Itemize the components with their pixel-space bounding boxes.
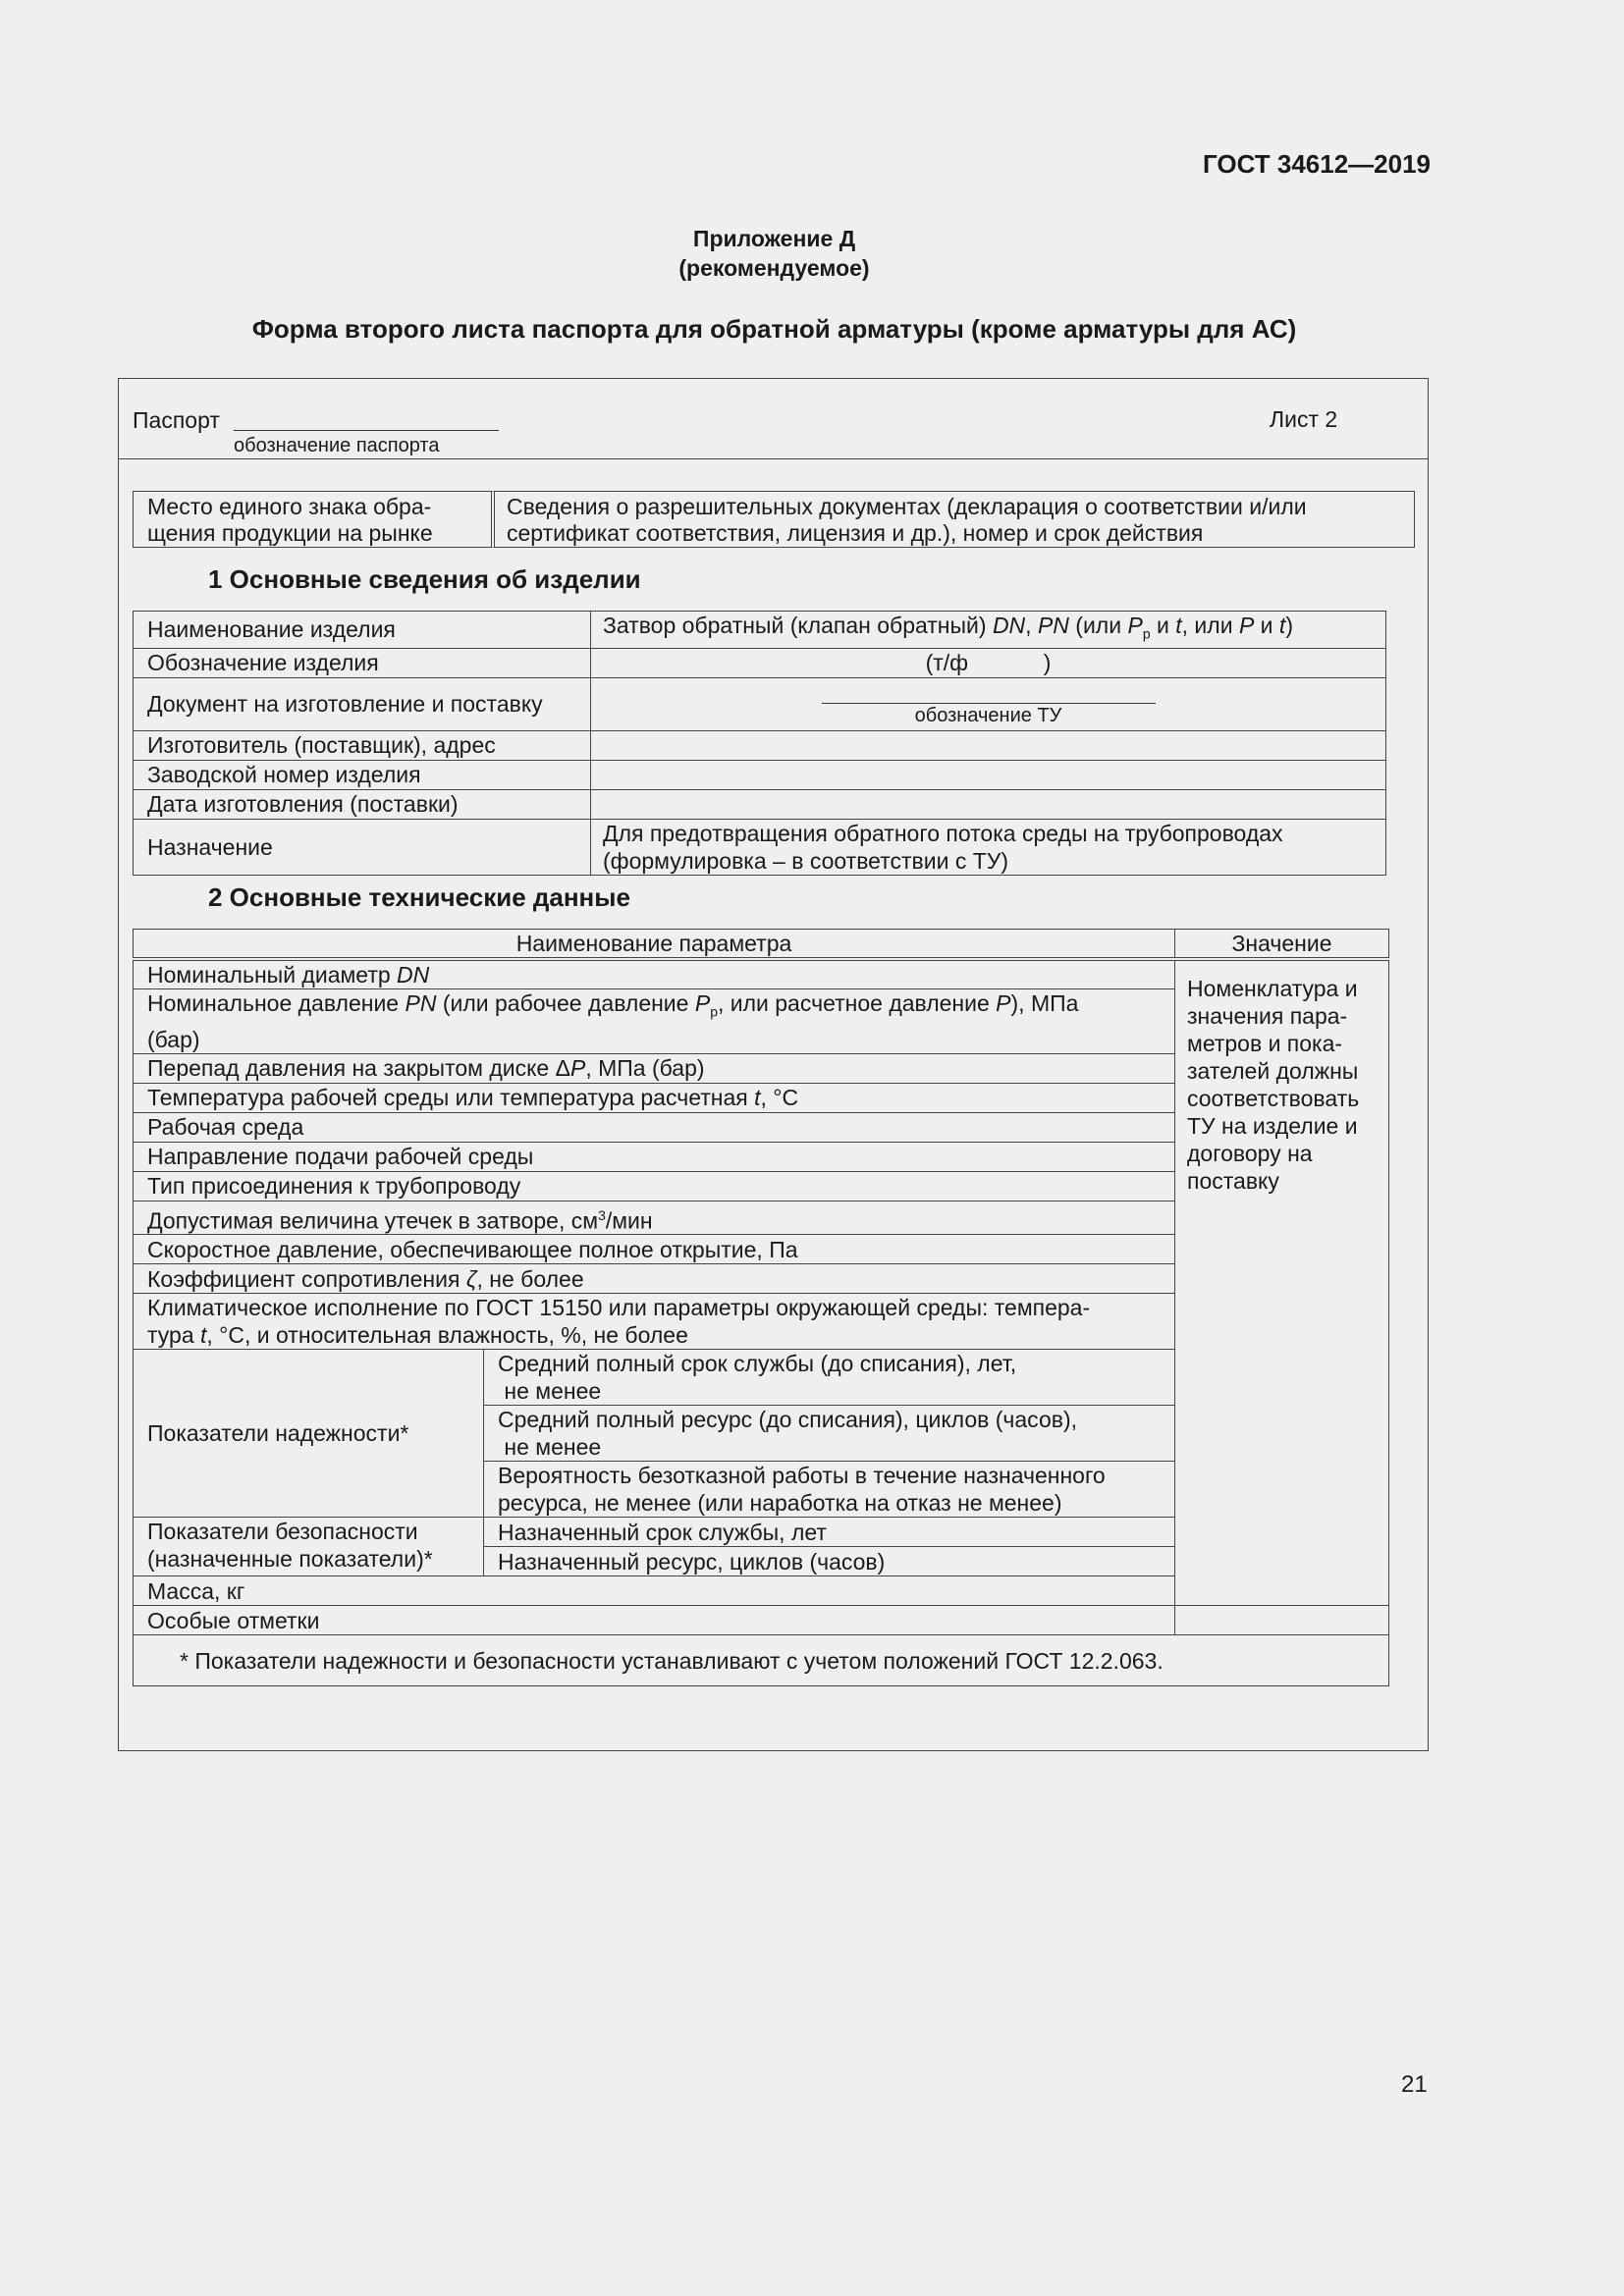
footnote: * Показатели надежности и безопасности устанавливают с учетом положений ГОСТ 12.2.063.	[134, 1635, 1389, 1686]
row-label: Наименование изделия	[134, 612, 591, 649]
value-note-line: значения пара-	[1187, 1003, 1348, 1029]
table-row	[134, 612, 1386, 649]
value-note-cell	[1175, 959, 1389, 1606]
manufacturer-value[interactable]	[591, 730, 1386, 760]
param-pressure-drop: Перепад давления на закрытом диске ΔP, МПа (бар)	[134, 1053, 1175, 1083]
safety-label-line: (назначенные показатели)*	[147, 1546, 433, 1573]
page-number: 21	[1401, 2071, 1428, 2098]
row-label: Дата изготовления (поставки)	[134, 789, 591, 819]
frame-divider	[118, 458, 1429, 459]
row-label: Заводской номер изделия	[134, 760, 591, 789]
permits-line2: сертификат соответствия, лицензия и др.), номер и срок действия	[507, 520, 1204, 546]
reliability-item	[484, 1350, 1175, 1406]
column-header-value: Значение	[1175, 930, 1389, 960]
passport-number-field[interactable]	[234, 430, 499, 431]
footnote-row	[134, 1635, 1389, 1686]
table-row	[134, 760, 1386, 789]
value-note-line: поставку	[1187, 1168, 1279, 1194]
table-row	[134, 819, 1386, 875]
param-temperature: Температура рабочей среды или температура расчетная t, °C	[134, 1083, 1175, 1112]
reliability-item-line: не менее	[498, 1434, 602, 1461]
param-connection-type: Тип присоединения к трубопроводу	[134, 1171, 1175, 1201]
table-row	[134, 1606, 1389, 1635]
conformity-mark-line1: Место единого знака обра-	[147, 494, 432, 519]
table-row	[134, 677, 1386, 730]
product-code-value[interactable]	[591, 648, 1386, 677]
technical-data-table	[133, 929, 1389, 1686]
product-code-text: (т/ф )	[925, 650, 1052, 676]
table-row	[134, 730, 1386, 760]
manufacture-date-value[interactable]	[591, 789, 1386, 819]
table-header-row	[134, 930, 1389, 960]
value-note-line: зателей должны	[1187, 1058, 1359, 1084]
value-note-line: соответствовать	[1187, 1086, 1360, 1111]
reliability-item-line: ресурса, не менее (или наработка на отказ не менее)	[498, 1490, 1062, 1517]
product-name-value: Затвор обратный (клапан обратный) DN, PN (или $P_р$ и t, или P и t)	[591, 612, 1386, 649]
value-note-line: ТУ на изделие и	[1187, 1113, 1358, 1139]
safety-label	[134, 1518, 484, 1576]
table-row	[134, 959, 1389, 989]
serial-number-value[interactable]	[591, 760, 1386, 789]
reliability-label: Показатели надежности*	[134, 1350, 484, 1518]
column-header-parameter: Наименование параметра	[134, 930, 1175, 960]
permits-line1: Сведения о разрешительных документах (декларация о соответствии и/или	[507, 494, 1307, 519]
purpose-value	[591, 819, 1386, 875]
safety-item: Назначенный срок службы, лет	[484, 1518, 1175, 1547]
safety-item: Назначенный ресурс, циклов (часов)	[484, 1547, 1175, 1576]
spec-document-value[interactable]	[591, 677, 1386, 730]
param-climatic: Климатическое исполнение по ГОСТ 15150 или параметры окружающей среды: темпера- тура t, °C, и относительная влажность, %, не более	[134, 1294, 1175, 1350]
row-label: Изготовитель (поставщик), адрес	[134, 730, 591, 760]
spec-document-line	[822, 681, 1156, 704]
permits-box	[491, 491, 1415, 548]
spec-document-caption: обозначение ТУ	[914, 704, 1062, 726]
reliability-item-line: Средний полный срок службы (до списания), лет,	[498, 1351, 1017, 1377]
param-flow-direction: Направление подачи рабочей среды	[134, 1142, 1175, 1171]
safety-label-line: Показатели безопасности	[147, 1519, 418, 1545]
row-label: Обозначение изделия	[134, 648, 591, 677]
row-label: Назначение	[134, 819, 591, 875]
value-note-line: Номенклатура и	[1187, 976, 1358, 1001]
document-code: ГОСТ 34612—2019	[1203, 149, 1431, 179]
param-resistance-coefficient: Коэффициент сопротивления ζ, не более	[134, 1264, 1175, 1294]
value-note-line: метров и пока-	[1187, 1031, 1343, 1056]
param-velocity-pressure: Скоростное давление, обеспечивающее полное открытие, Па	[134, 1235, 1175, 1264]
param-mass: Масса, кг	[134, 1576, 1175, 1606]
sheet-number: Лист 2	[1270, 406, 1338, 432]
row-label: Документ на изготовление и поставку	[134, 677, 591, 730]
table-row	[134, 789, 1386, 819]
purpose-line1: Для предотвращения обратного потока среды на трубопроводах	[603, 820, 1283, 846]
passport-label: Паспорт	[133, 407, 220, 433]
form-title: Форма второго листа паспорта для обратной арматуры (кроме арматуры для АС)	[251, 314, 1297, 344]
appendix-subtitle: (рекомендуемое)	[678, 255, 870, 281]
section2-heading: 2 Основные технические данные	[208, 882, 630, 912]
param-nominal-diameter: Номинальный диаметр DN	[134, 959, 1175, 989]
reliability-item-line: не менее	[498, 1378, 602, 1405]
value-note-line: договору на	[1187, 1141, 1313, 1166]
product-info-table	[133, 611, 1386, 876]
passport-field-caption: обозначение паспорта	[234, 435, 440, 456]
purpose-line2: (формулировка – в соответствии с ТУ)	[603, 847, 1009, 874]
reliability-item-line: Средний полный ресурс (до списания), циклов (часов),	[498, 1407, 1078, 1433]
param-nominal-pressure: Номинальное давление PN (или рабочее давление $P_р$, или расчетное давление P), МПа (бар)	[134, 989, 1175, 1054]
param-nominal-pressure-line2: (бар)	[147, 1026, 200, 1052]
param-leakage: Допустимая величина утечек в затворе, $см^3$/мин	[134, 1201, 1175, 1235]
param-notes: Особые отметки	[134, 1606, 1175, 1635]
param-climatic-line1: Климатическое исполнение по ГОСТ 15150 или параметры окружающей среды: темпера-	[147, 1295, 1091, 1321]
appendix-title: Приложение Д	[692, 226, 856, 251]
reliability-item-line: Вероятность безотказной работы в течение назначенного	[498, 1463, 1106, 1489]
conformity-mark-box	[133, 491, 492, 548]
reliability-item	[484, 1406, 1175, 1462]
table-row	[134, 648, 1386, 677]
reliability-item	[484, 1462, 1175, 1518]
section1-heading: 1 Основные сведения об изделии	[208, 564, 641, 594]
conformity-mark-line2: щения продукции на рынке	[147, 520, 433, 546]
notes-value-cell	[1175, 1606, 1389, 1635]
param-medium: Рабочая среда	[134, 1112, 1175, 1142]
